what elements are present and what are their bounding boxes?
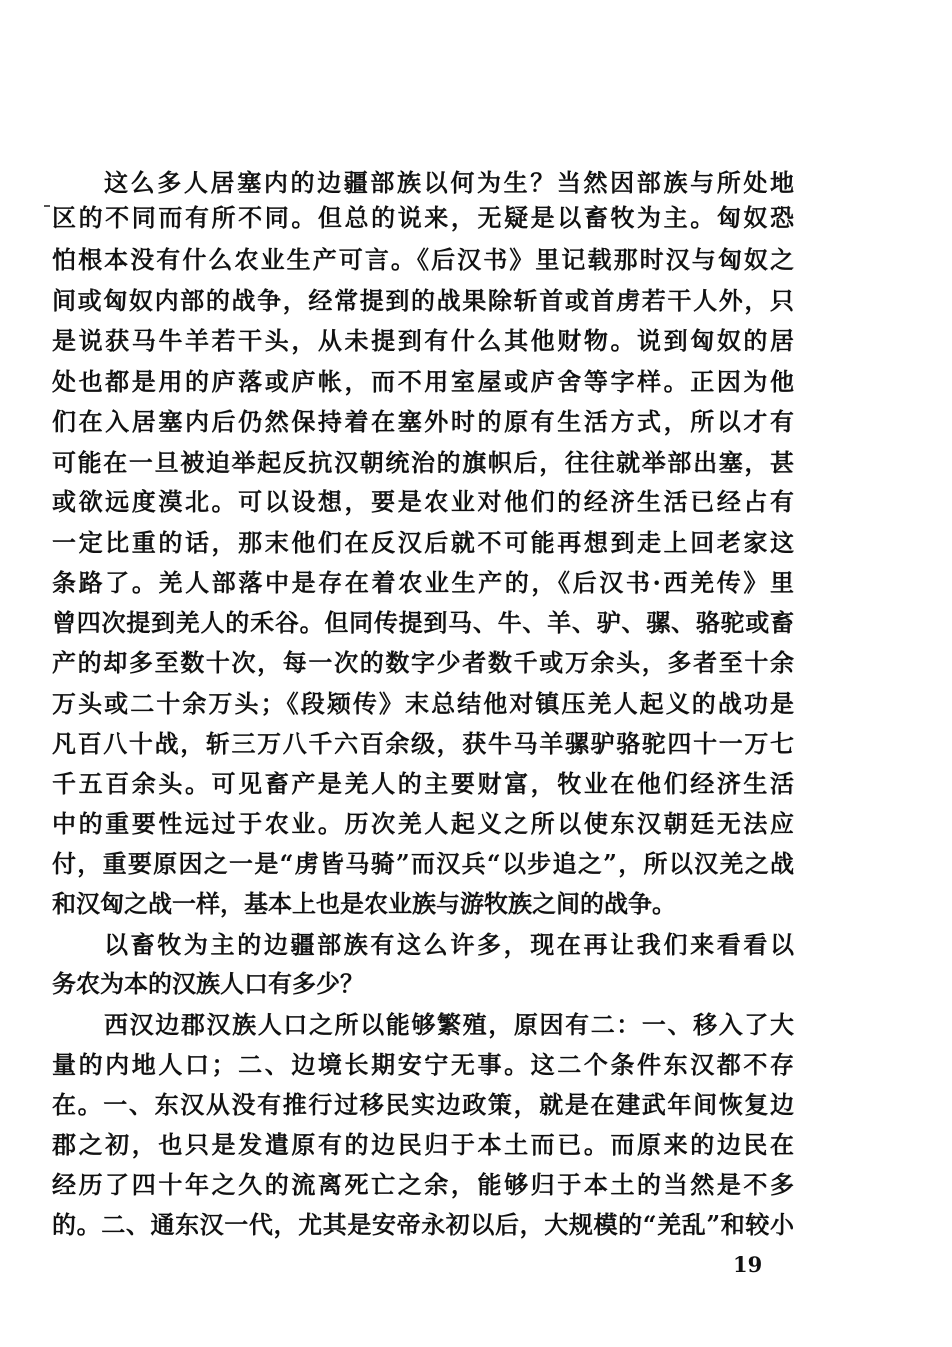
text-line: 务农为本的汉族人口有多少？ — [52, 969, 364, 998]
text-line: 千五百余头。可见畜产是羌人的主要财富，牧业在他们经济生活 — [52, 769, 794, 798]
text-line: 量的内地人口；二、边境长期安宁无事。这二个条件东汉都不存 — [52, 1050, 794, 1079]
page-number: 19 — [733, 1252, 763, 1277]
text-line: 曾四次提到羌人的禾谷。但同传提到马、牛、羊、驴、骡、骆驼或畜 — [52, 608, 794, 637]
text-line: 付，重要原因之一是“虏皆马骑”而汉兵“以步追之”，所以汉羌之战 — [52, 849, 794, 878]
text-line: 怕根本没有什么农业生产可言。《后汉书》里记载那时汉与匈奴之 — [52, 245, 794, 274]
margin-mark — [44, 205, 50, 207]
text-line: 间或匈奴内部的战争，经常提到的战果除斩首或首虏若干人外，只 — [52, 286, 794, 315]
text-line: 一定比重的话，那末他们在反汉后就不可能再想到走上回老家这 — [52, 528, 794, 557]
text-line: 条路了。羌人部落中是存在着农业生产的，《后汉书·西羌传》里 — [52, 568, 794, 597]
text-line: 万头或二十余万头；《段颎传》末总结他对镇压羌人起义的战功是 — [52, 689, 794, 718]
text-line: 这么多人居塞内的边疆部族以何为生？当然因部族与所处地 — [104, 168, 794, 197]
text-line: 处也都是用的庐落或庐帐，而不用室屋或庐舍等字样。正因为他 — [52, 367, 794, 396]
text-line: 是说获马牛羊若干头，从未提到有什么其他财物。说到匈奴的居 — [52, 326, 794, 355]
text-line: 凡百八十战，斩三万八千六百余级，获牛马羊骡驴骆驼四十一万七 — [52, 729, 794, 758]
text-line: 经历了四十年之久的流离死亡之余，能够归于本土的当然是不多 — [52, 1170, 794, 1199]
text-line: 在。一、东汉从没有推行过移民实边政策，就是在建武年间恢复边 — [52, 1090, 794, 1119]
text-line: 可能在一旦被迫举起反抗汉朝统治的旗帜后，往往就举部出塞，甚 — [52, 448, 794, 477]
text-line: 和汉匈之战一样，基本上也是农业族与游牧族之间的战争。 — [52, 889, 676, 918]
text-line: 郡之初，也只是发遣原有的边民归于本土而已。而原来的边民在 — [52, 1130, 794, 1159]
text-line: 西汉边郡汉族人口之所以能够繁殖，原因有二：一、移入了大 — [104, 1010, 794, 1039]
text-line: 中的重要性远过于农业。历次羌人起义之所以使东汉朝廷无法应 — [52, 809, 794, 838]
text-line: 区的不同而有所不同。但总的说来，无疑是以畜牧为主。匈奴恐 — [52, 203, 794, 232]
text-line: 的。二、通东汉一代，尤其是安帝永初以后，大规模的“羌乱”和较小 — [52, 1210, 794, 1239]
text-line: 或欲远度漠北。可以设想，要是农业对他们的经济生活已经占有 — [52, 487, 794, 516]
text-line: 以畜牧为主的边疆部族有这么许多，现在再让我们来看看以 — [104, 930, 794, 959]
text-line: 产的却多至数十次，每一次的数字少者数千或万余头，多者至十余 — [52, 648, 794, 677]
text-line: 们在入居塞内后仍然保持着在塞外时的原有生活方式，所以才有 — [52, 407, 794, 436]
